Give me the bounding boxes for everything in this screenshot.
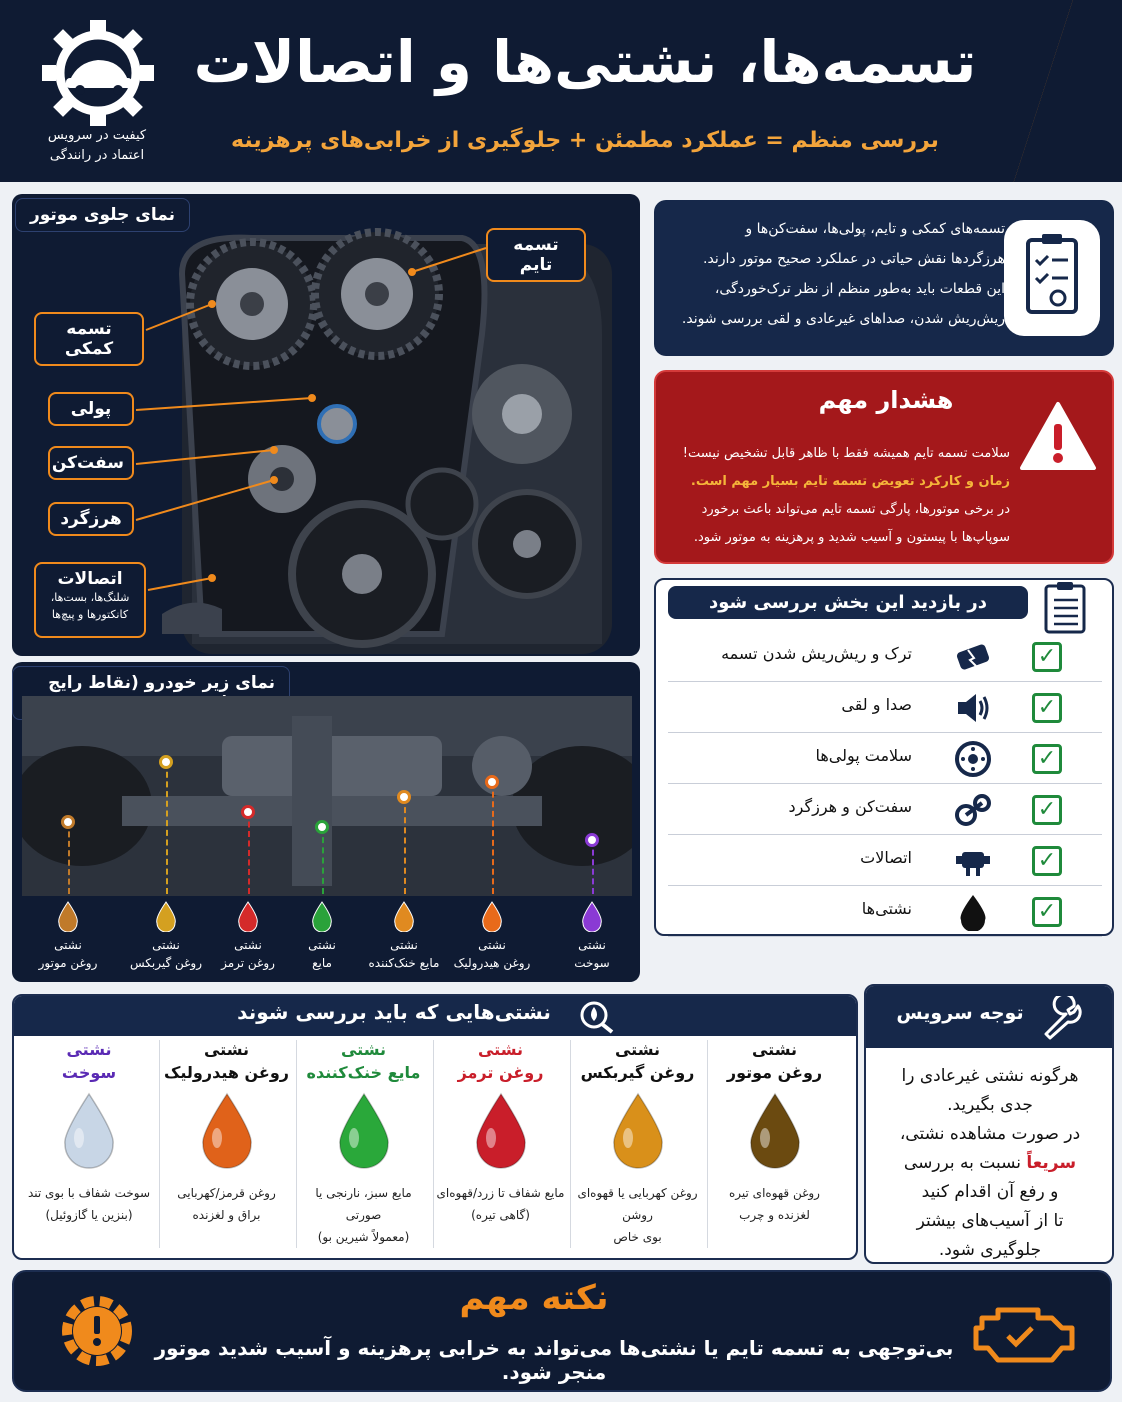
engine-view-tab: نمای جلوی موتور [15,198,190,232]
leak-point-leader [592,840,594,894]
checkbox-checked[interactable]: ✓ [1032,744,1062,774]
leak-type-title-line1: نشتی [614,1040,660,1059]
fluid-drop-icon [59,1092,119,1170]
service-line-1: هرگونه نشتی غیرعادی را [901,1066,1079,1086]
label-timing-belt: تسمه تایم [486,228,586,282]
leak-drop-icon [479,900,505,932]
checklist-row-label: سلامت پولی‌ها [815,746,912,765]
leak-type-desc-line1: روغن قرمز/کهربایی [177,1186,276,1200]
checklist-row-label: سفت‌کن و هرزگرد [788,797,912,816]
intro-line-4: ریش‌ریش شدن، صداهای غیرعادی و لقی بررسی شوند. [681,311,1005,327]
gear-car-logo-icon [28,18,168,128]
fluid-drop-icon [334,1092,394,1170]
leak-type-desc-line2: لغزنده و چرب [739,1208,810,1222]
service-urgent-word: سریعاً [1026,1153,1077,1173]
leak-drop-icon [55,900,81,932]
leak-point-dot [315,820,329,834]
label-connections-title: اتصالات [57,569,123,589]
logo-tagline-2: اعتماد در رانندگی [49,148,145,163]
leak-point-label-line2: روغن هیدرولیک [453,956,531,970]
engine-front-panel [12,194,640,656]
intro-line-3: این قطعات باید به‌طور منظم از نظر ترک‌خوردگی، [714,281,1005,297]
leak-point-label-line1: نشتی [152,938,180,952]
leaks-to-check-panel [12,994,858,1260]
leak-point-leader [68,822,70,894]
leak-type-desc-line2: (معمولاً شیرین بو) [317,1230,410,1244]
leak-type-desc-line1: سوخت شفاف با بوی تند [27,1186,151,1200]
label-pulley: پولی [48,392,134,426]
leak-type-desc-line1: روغن قهوه‌ای تیره [729,1186,820,1200]
leak-type-title-line2: روغن هیدرولیک [164,1063,289,1082]
warning-line-2: زمان و کارکرد تعویض تسمه تایم بسیار مهم است. [690,474,1010,489]
underbody-view-tab: نمای زیر خودرو (نقاط رایج [12,666,290,720]
checklist-row [668,887,1102,937]
checklist-title: در بازدید این بخش بررسی شود [668,586,1028,619]
tensioner-icon [954,791,992,829]
checklist-clipboard-icon [1042,580,1088,634]
leak-point-label [542,936,640,972]
leak-point-label-line1: نشتی [308,938,336,952]
fluid-drop-icon [608,1092,668,1170]
label-connections-sub1: شلنگ‌ها، بست‌ها، [50,591,130,604]
underbody-illustration [22,696,632,896]
leak-point-dot [159,755,173,769]
leak-type-desc-line2: (بنزین یا گازوئیل) [45,1208,133,1222]
leak-point-label-line1: نشتی [234,938,262,952]
leaks-title: نشتی‌هایی که باید بررسی شوند [237,1000,551,1024]
leak-type-title-line1: نشتی [477,1040,523,1059]
leak-point-label-line2: روغن موتور [38,956,98,970]
warning-card [654,370,1114,564]
leak-drop-icon [391,900,417,932]
drop-icon [954,893,992,931]
leak-drop-icon [579,900,605,932]
warning-title: هشدار مهم [818,386,954,414]
leak-point-label-line2: روغن گیربکس [129,956,203,970]
leak-type-desc-line1: روغن کهربایی یا قهوه‌ای روشن [577,1186,698,1222]
leak-type-title-line1: نشتی [340,1040,386,1059]
leak-type-title-line2: مایع خنک‌کننده [306,1063,421,1082]
checklist-row-label: ترک و ریش‌ریش شدن تسمه [721,644,912,663]
leak-point-leader [248,812,250,894]
checklist-row [668,683,1102,733]
service-line-7: جلوگیری شود. [938,1240,1042,1260]
leak-point-dot [61,815,75,829]
label-connections-sub2: کانکتورها و پیچ‌ها [51,608,129,621]
leak-point-dot [585,833,599,847]
intro-card [654,200,1114,356]
leak-point-label-line2: سوخت [574,956,610,970]
wrench-icon [1038,996,1086,1040]
clipboard-icon [1004,220,1100,336]
service-line-4 [878,1149,1102,1178]
logo-tagline-1: کیفیت در سرویس [47,128,147,143]
checklist-row-label: نشتی‌ها [861,899,912,918]
label-leader-lines [12,194,640,656]
label-idler: هرزگرد [48,502,134,536]
leak-point-label [442,936,542,972]
service-line-3: در صورت مشاهده نشتی، [899,1124,1081,1144]
checklist-row [668,734,1102,784]
important-note-footer [12,1270,1112,1392]
service-line-4-rest: نسبت به بررسی [903,1153,1027,1173]
leak-point-leader [492,782,494,894]
leak-type-title-line1: نشتی [66,1040,112,1059]
checkbox-checked[interactable]: ✓ [1032,693,1062,723]
warning-line-1: سلامت تسمه تایم همیشه فقط با ظاهر قابل تشخیص نیست! [682,446,1010,461]
label-aux-belt: تسمه کمکی [34,312,144,366]
header-banner [0,0,1122,182]
leak-point-leader [404,797,406,894]
checkbox-checked[interactable]: ✓ [1032,846,1062,876]
leak-type-title-line2: روغن موتور [726,1063,823,1082]
gear-alert-icon [54,1288,140,1374]
checklist-row-label: صدا و لقی [841,695,912,714]
magnifier-drop-icon [576,1000,616,1034]
leak-type-title-line2: روغن ترمز [457,1063,544,1082]
leak-type-title-line1: نشتی [751,1040,797,1059]
fluid-drop-icon [471,1092,531,1170]
leak-type-column [570,1040,704,1248]
footer-text: بی‌توجهی به تسمه تایم یا نشتی‌ها می‌تواند به خرابی پرهزینه و آسیب شدید موتور منجر شود. [154,1336,954,1384]
leak-type-desc-line2: براق و لغزنده [192,1208,261,1222]
fluid-drop-icon [745,1092,805,1170]
leak-point-leader [322,827,324,894]
header-accent-mask [1005,0,1122,182]
leak-type-desc-line1: مایع سبز، نارنجی یا صورتی [315,1186,412,1222]
page-subtitle: بررسی منظم = عملکرد مطمئن + جلوگیری از خرابی‌های پرهزینه [231,128,939,153]
inspection-checklist [654,578,1114,936]
warning-text [670,440,1010,552]
service-title: توجه سرویس [896,1002,1024,1024]
leak-type-desc-line1: مایع شفاف تا زرد/قهوه‌ای [436,1186,565,1200]
warning-line-3: در برخی موتورها، پارگی تسمه تایم می‌تواند باعث برخورد [701,502,1010,517]
checklist-row [668,836,1102,886]
leak-type-column [296,1040,430,1248]
leak-point-label [354,936,454,972]
leak-point-dot [485,775,499,789]
leak-drop-icon [153,900,179,932]
leak-type-column [159,1040,293,1248]
label-tensioner: سفت‌کن [48,446,134,480]
leak-point-label-line2: روغن ترمز [221,956,275,970]
check-engine-icon [968,1298,1078,1368]
leak-type-title-line2: سوخت [61,1063,117,1082]
page-title: تسمه‌ها، نشتی‌ها و اتصالات [193,28,977,96]
leak-type-desc-line2: (گاهی تیره) [471,1208,530,1222]
fluid-drop-icon [197,1092,257,1170]
connector-icon [954,842,992,880]
leak-type-title-line2: روغن گیربکس [580,1063,695,1082]
leak-type-title-line1: نشتی [203,1040,249,1059]
belt-icon [954,638,992,676]
leak-point-label-line1: نشتی [390,938,418,952]
service-text [878,1062,1102,1265]
leak-type-column [22,1040,156,1248]
warning-triangle-icon [1018,400,1098,472]
leak-point-dot [397,790,411,804]
leak-point-dot [241,805,255,819]
leak-point-label-line2: مایع خنک‌کننده [368,956,440,970]
service-line-5: و رفع آن اقدام کنید [921,1182,1059,1202]
underbody-panel [12,662,640,982]
checkbox-checked[interactable]: ✓ [1032,642,1062,672]
service-line-6: تا از آسیب‌های بیشتر [916,1211,1064,1231]
speaker-icon [954,689,992,727]
footer-title: نکته مهم [459,1278,609,1318]
intro-text [670,214,1005,334]
service-line-2: جدی بگیرید. [947,1095,1033,1115]
warning-line-4: سوپاپ‌ها با پیستون و آسیب شدید و پرهزینه به موتور شود. [693,530,1010,545]
leak-point-label-line1: نشتی [478,938,506,952]
leak-point-label-line1: نشتی [54,938,82,952]
leak-type-desc-line2: بوی خاص [613,1230,662,1244]
checklist-row [668,632,1102,682]
leak-point-label-line1: نشتی [578,938,606,952]
intro-line-1: تسمه‌های کمکی و تایم، پولی‌ها، سفت‌کن‌ها و [745,221,1005,237]
leak-type-column [707,1040,841,1248]
leak-type-column [433,1040,567,1248]
pulley-icon [954,740,992,778]
checklist-row [668,785,1102,835]
checkbox-checked[interactable]: ✓ [1032,897,1062,927]
leak-point-leader [166,762,168,894]
leak-point-label-line2: مایع [312,956,332,970]
leak-drop-icon [309,900,335,932]
checklist-row-label: اتصالات [860,848,912,867]
service-note-card [864,984,1114,1264]
leak-drop-icon [235,900,261,932]
leak-point-label [18,936,118,972]
intro-line-2: هرزگردها نقش حیاتی در عملکرد صحیح موتور دارند. [703,251,1005,267]
checkbox-checked[interactable]: ✓ [1032,795,1062,825]
